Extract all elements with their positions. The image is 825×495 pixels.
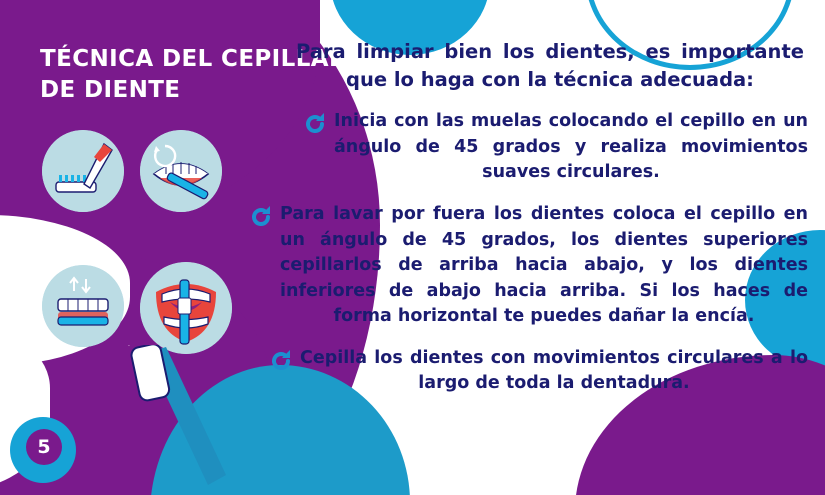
page-title-line-1: TÉCNICA DEL CEPILLADO: [40, 46, 369, 72]
intro-paragraph: Para limpiar bien los dientes, es importante que lo haga con la técnica adecuada:: [296, 40, 804, 91]
step-text-3: Cepilla los dientes con movimientos circulares a lo largo de toda la dentadura.: [300, 347, 808, 394]
step-item-2: [268, 202, 808, 330]
mouth-circular-brushing-illustration: [140, 130, 222, 212]
content-column: [268, 38, 808, 413]
step-text-2: Para lavar por fuera los dientes coloca el cepillo en un ángulo de 45 grados, los dientes superiores cepillarlos de arriba hacia abajo, y los dientes inferiores de abajo hacia arriba. Si los haces de forma horizontal te puedes dañar la encía.: [280, 204, 808, 327]
open-mouth-brushing-illustration: [140, 262, 232, 354]
page-title-line-2: DE DIENTE: [40, 77, 181, 104]
teeth-vertical-arrows-illustration: [42, 265, 124, 347]
step-text-1: Inicia con las muelas colocando el cepillo en un ángulo de 45 grados y realiza movimientos suaves circulares.: [334, 111, 808, 183]
circular-arrow-bullet-icon: [268, 348, 294, 374]
circular-arrow-bullet-icon: [302, 111, 328, 137]
toothbrush-with-paste-illustration: [42, 130, 124, 212]
circular-arrow-bullet-icon: [248, 204, 274, 230]
large-toothbrush-illustration: [108, 345, 238, 495]
page-number: 5: [26, 429, 62, 465]
step-item-1: [268, 109, 808, 186]
step-item-3: [268, 346, 808, 397]
